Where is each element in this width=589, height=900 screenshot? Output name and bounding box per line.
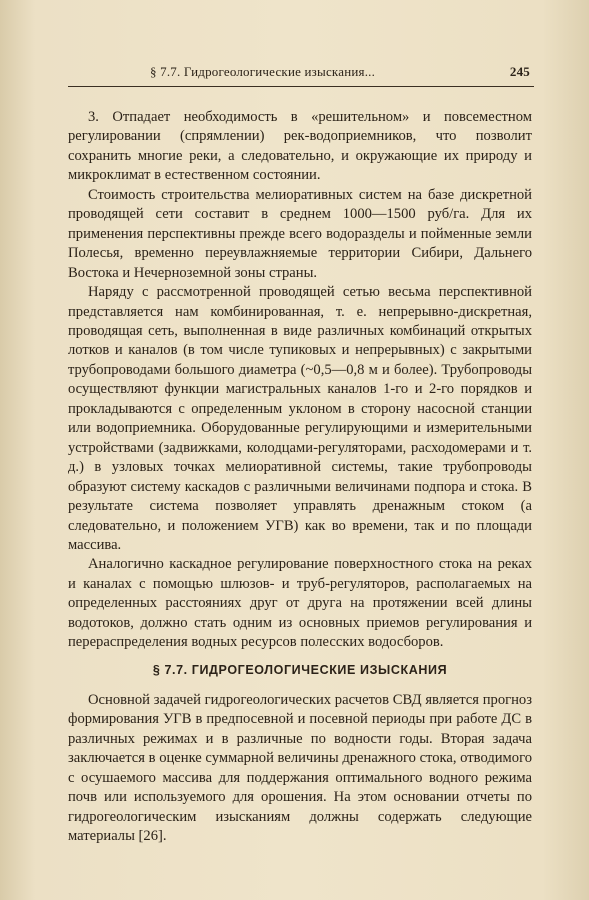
- running-title: § 7.7. Гидрогеологические изыскания...: [150, 64, 376, 79]
- paragraph-1: 3. Отпадает необходимость в «решительном» и повсеместном регулировании (спрямлении) рек-водоприемников, что позволит сохранить многие реки, а следовательно, и окружающие их природу и микроклимат в естественном состоянии.: [68, 109, 532, 184]
- section-heading: § 7.7. ГИДРОГЕОЛОГИЧЕСКИЕ ИЗЫСКАНИЯ: [152, 663, 448, 677]
- header-rule: [68, 86, 534, 87]
- page-number: 245: [509, 64, 530, 79]
- section-paragraph-1: Основной задачей гидрогеологических расчетов СВД является прогноз формирования УГВ в предпосевной и посевной периоды при работе ДС в различных режимах и в различные по водности годы. Вторая задача заключается в оценке суммарной величины дренажного стока, отводимого с осушаемого массива для поддержания оптимального водного режима почв или используемого для орошения. На этом основании отчеты по гидрогеологическим изысканиям должны содержать следующие материалы [26].: [68, 692, 533, 845]
- paragraph-4: Аналогично каскадное регулирование поверхностного стока на реках и каналах с помощью шлюзов- и труб-регуляторов, располагаемых на определенных расстояниях друг от друга на протяжении всей длины водотоков, должно стать одним из основных приемов регулирования и перераспределения водных ресурсов полесских водосборов.: [68, 556, 532, 651]
- section-text: [68, 691, 532, 847]
- paragraph-3: Наряду с рассмотренной проводящей сетью весьма перспективной представляется нам комбинированная, т. е. непрерывно-дискретная, проводящая сеть, выполненная в виде различных комбинаций открытых лотков и каналов (в том числе тупиковых и непрерывных) с закрытыми трубопроводами большого диаметра (~0,5—0,8 м и более). Трубопроводы осуществляют функции магистральных каналов 1-го и 2-го порядков и прокладываются с определенным уклоном в сторону насосной станции или водоприемника. Оборудованные регулирующими и измерительными устройствами (задвижками, колодцами-регуляторами, расходомерами и т. д.) в узловых точках мелиоративной системы, такие трубопроводы образуют систему каскадов с различными величинами подпора и стока. В результате система позволяет управлять дренажным стоком (а следовательно, и положением УГВ) как во времени, так и по площади массива.: [68, 284, 532, 553]
- main-text: [68, 108, 532, 653]
- paragraph-2: Стоимость строительства мелиоративных систем на базе дискретной проводящей сети составит в среднем 1000—1500 руб/га. Для их применения перспективны прежде всего водоразделы и пойменные земли Полесья, временно переувлажняемые территории Сибири, Дальнего Востока и Нечерноземной зоны страны.: [68, 186, 532, 281]
